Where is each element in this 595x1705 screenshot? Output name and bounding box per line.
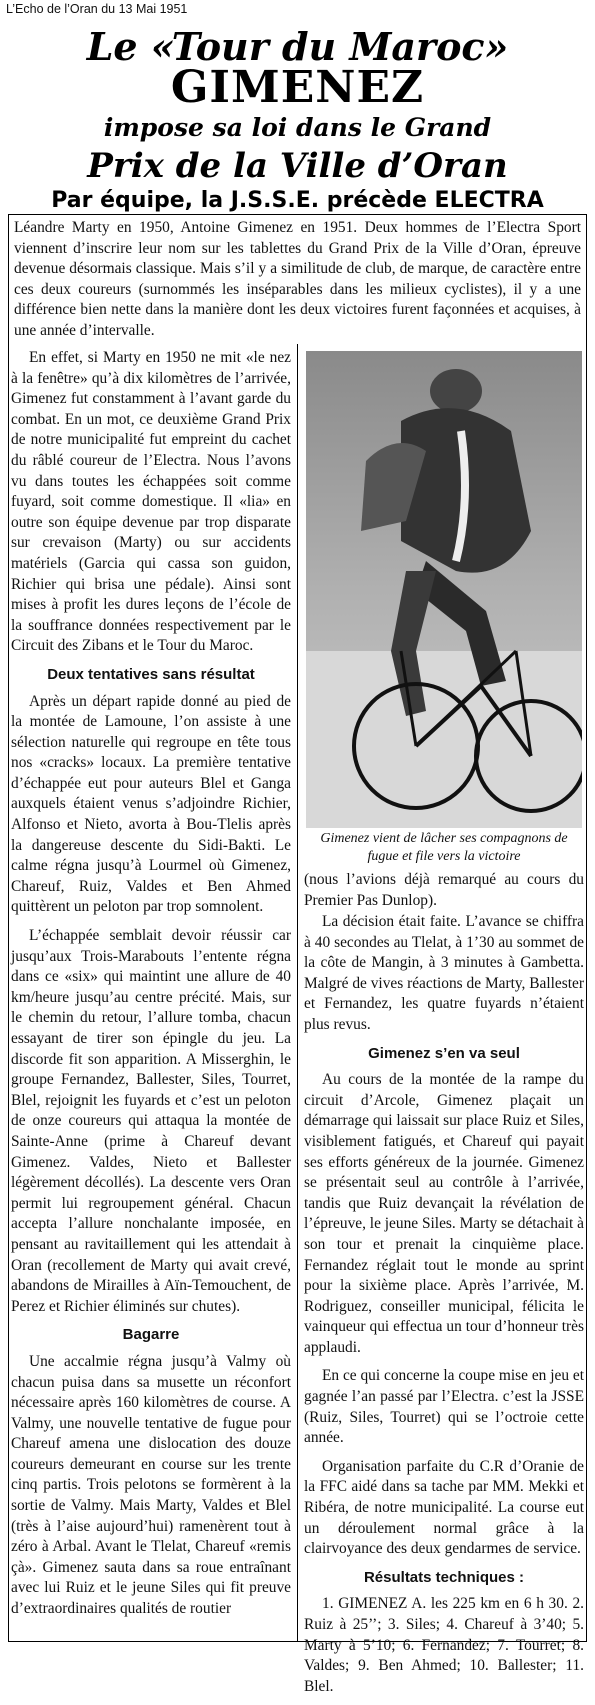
paragraph: En ce qui concerne la coupe mise en jeu et gagnée l’an passé par l’Electra. c’est la JSSE (Ruiz, Siles, Tourret) qui se l’octroie cette année. [304,1367,584,1447]
paragraph: Organisation parfaite du C.R d’Oranie de la FFC aidé dans sa tache par MM. Mekki et Ribéra, de notre municipalité. La course eut un déroulement normal grâce à la clairvoyance des deux gendarmes de service. [304,1457,584,1558]
headline-line-2: GIMENEZ [170,62,425,113]
photo-caption: Gimenez vient de lâcher ses compagnons de fugue et file vers la victoire [320,831,568,864]
headline-line-3: impose sa loi dans le Grand [103,113,492,142]
right-column-continuation: (nous l’avions déjà remarqué au cours du Premier Pas Dunlop). [304,871,584,909]
results-list: 1. GIMENEZ A. les 225 km en 6 h 30. 2. Ruiz à 25’’; 3. Siles; 4. Chareuf à 3’40; 5. Marty à 5’10; 6. Fernandez; 7. Tourret; 8. Valdes; 9. Ben Ahmed; 10. Ballester; 11. Blel. [304,1595,584,1695]
right-column [304,912,584,1705]
article-intro: Léandre Marty en 1950, Antoine Gimenez en 1951. Deux hommes de l’Electra Sport viennent d’inscrire leur nom sur les tablettes du Grand Prix de la Ville d’Oran, épreuve devenue désormais classique. Mais s’il y a similitude de club, de marque, de caractère entre ces deux coureurs (surnommés les inséparables dans les milieux cyclistes), il y a une différence bien nette dans la manière dont les deux victoires furent façonnées et acquises, à une année d’intervalle. [14,219,581,339]
headline-subtitle: Par équipe, la J.S.S.E. précède ELECTRA [51,188,544,213]
cyclist-photo [306,351,582,828]
headline-line-1: Le «Tour du Maroc» [86,24,509,69]
subheading: Gimenez s’en va seul [368,1044,520,1062]
paragraph: Une accalmie régna jusqu’à Valmy où chacun puisa dans sa musette un réconfort nécessaire après 160 kilomètres de course. A Valmy, une nouvelle tentative de fugue pour Chareuf amena une dislocation des douze coureurs demeurant en course sur les trente cinq partis. Trois pelotons se formèrent à la sortie de Valmy. Mais Marty, Valdes et Blel (très à l’aise aujourd’hui) ramenèrent tout à zéro à Arbal. Avant le Tlelat, Chareuf «remis çà». Gimenez sauta dans sa roue entraînant avec lui Ruiz et le jeune Siles qui fit preuve d’extraordinaires qualités de routier [11,1352,291,1618]
column-divider [297,344,298,1642]
paragraph: En effet, si Marty en 1950 ne mit «le nez à la fenêtre» qu’à dix kilomètres de l’arrivée, Gimenez fut constamment à l’avant garde du combat. En un mot, ce deuxième Grand Prix de notre municipalité fut empreint du cachet du râblé coureur de l’Electra. Nous l’avons vu dans toutes les échappées soit comme fuyard, soit comme domestique. Il «lia» en outre son équipe devenue par trop disparate sur crevaison (Marty) ou sur accidents matériels (Garcia qui cassa son guidon, Richier qui brisa une pédale). Ainsi sont mises à profit les dures leçons de l’école de la souffrance données respectivement par le Circuit des Zibans et le Tour du Maroc. [11,349,291,655]
subheading: Résultats techniques : [363,1568,525,1586]
paragraph: L’échappée semblait devoir réussir car jusqu’aux Trois-Marabouts l’entente régna dans ce «six» qui maintint une allure de 40 km/heure jusqu’au centre précité. Mais, sur le chemin du retour, l’allure tomba, chacun essayant de tirer son épingle du jeu. La discorde fit son apparition. A Misserghin, le groupe Fernandez, Ballester, Siles, Tourret, Blel, rejoignit les fuyards et c’est un peloton de onze coureurs qui attaqua la montée de Sainte-Anne (prime à Chareuf devant Gimenez. Valdes, Nieto et Ballester légèrement décollés). La descente vers Oran permit lui regroupement général. Chacun accepta l’allure nonchalante imposée, en pensant au ravitaillement qui les attendait à Oran (recollement de Marty qui avait crevé, abandons de Mirailles à Aïn-Temouchent, de Perez et Richier éliminés sur chutes). [11,927,291,1315]
paragraph: Après un départ rapide donné au pied de la montée de Lamoune, l’on assiste à une sélection naturelle qui regroupe en tête tous nos «cracks» locaux. La première tentative d’échappée eut pour auteurs Blel et Ganga auxquels étaient venus s’adjoindre Richier, Alfonso et Nieto, avorta à Bou-Tlelis après la dangereuse descente du Sidi-Bakti. Le calme régna jusqu’à Lourmel où Gimenez, Chareuf, Ruiz, Valdes et Ben Ahmed quittèrent un peloton par trop somnolent. [11,692,291,916]
left-column [11,348,291,1628]
paragraph: Au cours de la montée de la rampe du circuit d’Arcole, Gimenez plaçait un démarrage qui laissait sur place Ruiz et Siles, visiblement fatigués, et Chareuf qui payait ses efforts généreux de la journée. Gimenez se présentait seul au contrôle à l’arrivée, tandis que Ruiz devançait la révélation de l’épreuve, le jeune Siles. Marty se détachait à son tour et prenait la cinquième place. Fernandez réglait tout le monde au sprint pour la sixième place. Après l’arrivée, M. Rodriguez, conseiller municipal, félicita le vainqueur qui effectua un tour d’honneur très applaudi. [304,1071,584,1356]
cyclist-illustration [306,351,582,828]
subheading: Bagarre [122,1326,180,1344]
source-line: L’Echo de l’Oran du 13 Mai 1951 [6,2,188,16]
subheading: Deux tentatives sans résultat [47,665,255,683]
headline-line-4: Prix de la Ville d’Oran [87,146,508,186]
paragraph: La décision était faite. L’avance se chiffra à 40 secondes au Tlelat, à 1’30 au sommet de la côte de Mangin, à 3 minutes à Gambetta. Malgré de vives réactions de Marty, Ballester et Fernandez, les quatre fuyards n’étaient plus revus. [304,913,584,1033]
